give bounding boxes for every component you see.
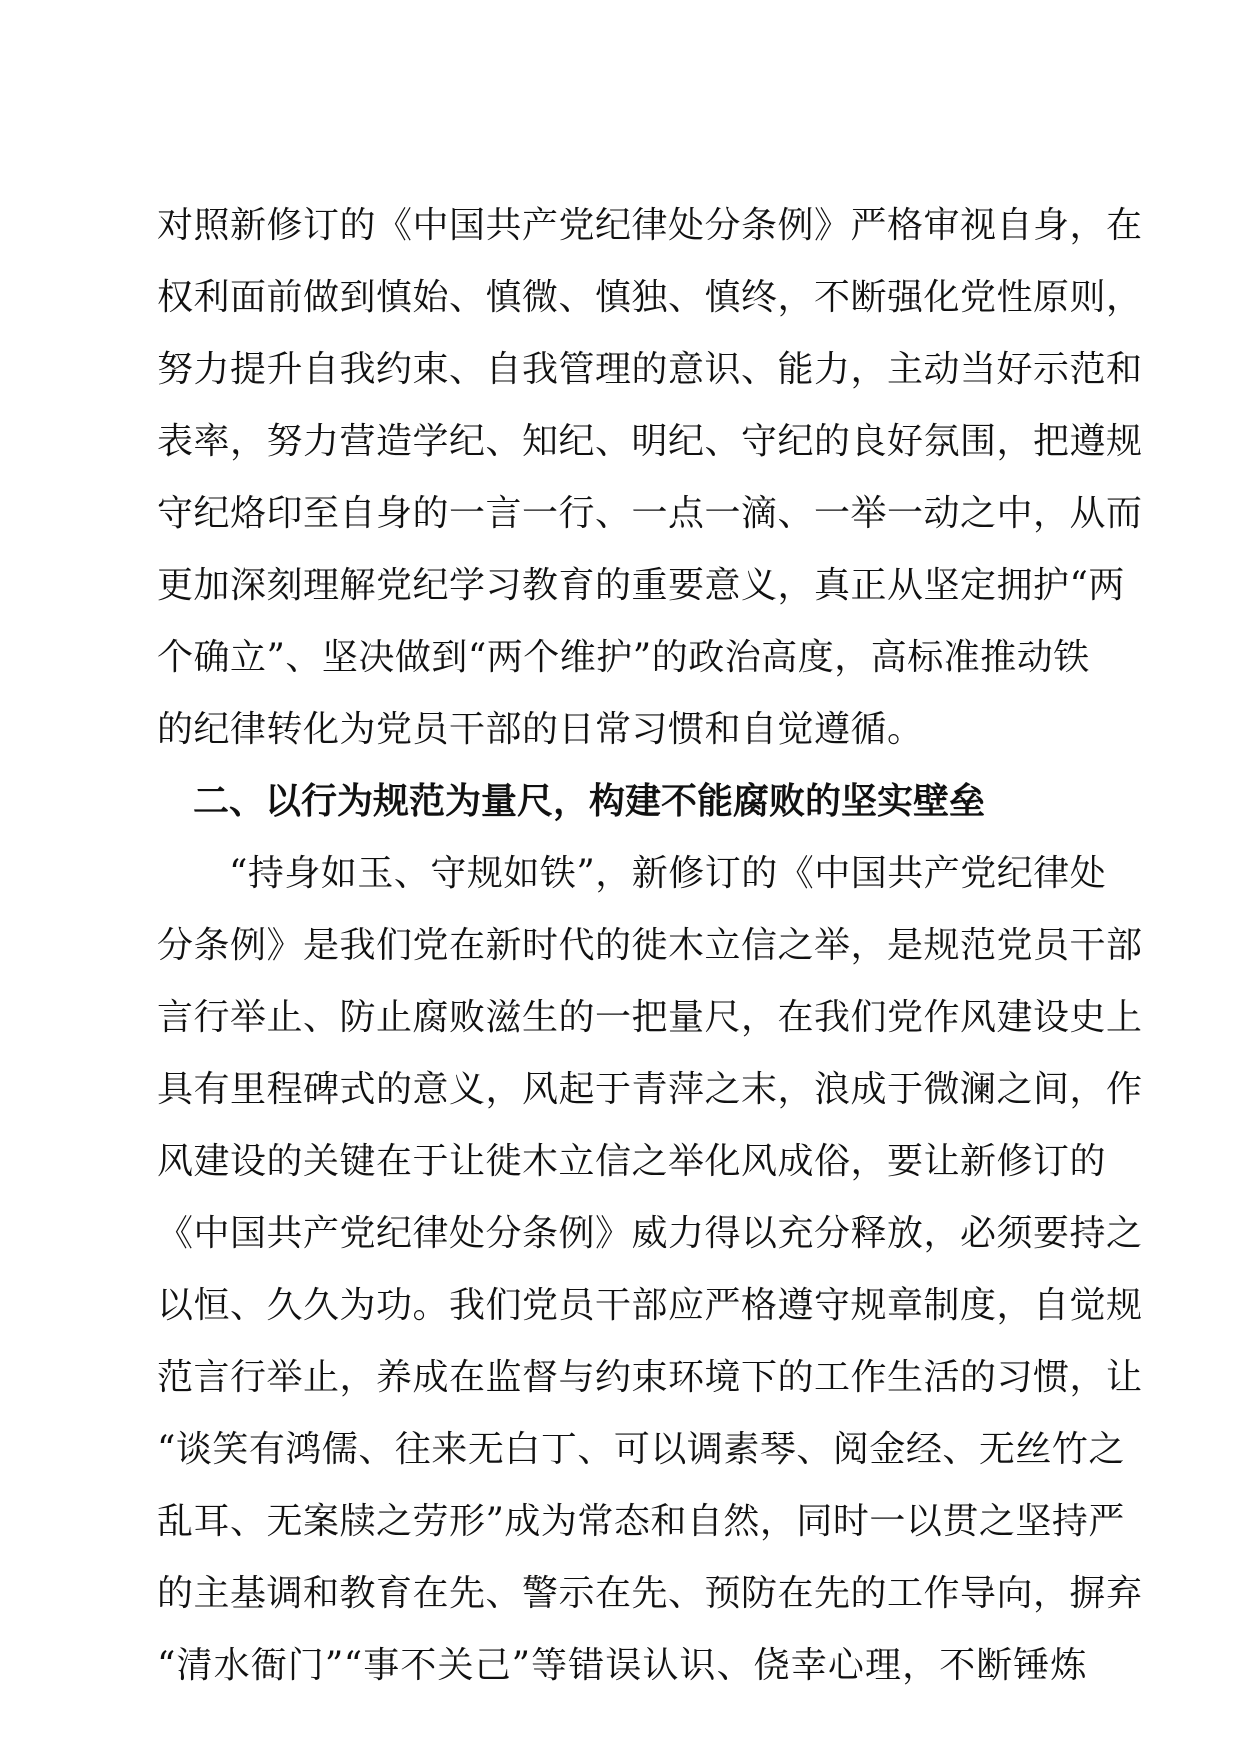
paragraph-1-line-6: 更加深刻理解党纪学习教育的重要意义，真正从坚定拥护“两 bbox=[157, 565, 1125, 606]
paragraph-1-line-3: 努力提升自我约束、自我管理的意识、能力，主动当好示范和 bbox=[157, 349, 1143, 390]
section-2-line-3: 言行举止、防止腐败滋生的一把量尺，在我们党作风建设史上 bbox=[157, 997, 1143, 1038]
paragraph-1-line-1: 对照新修订的《中国共产党纪律处分条例》严格审视自身，在 bbox=[157, 205, 1143, 246]
paragraph-1-line-2: 权利面前做到慎始、慎微、慎独、慎终，不断强化党性原则， bbox=[157, 277, 1143, 318]
paragraph-1-line-8: 的纪律转化为党员干部的日常习惯和自觉遵循。 bbox=[157, 709, 924, 750]
section-2-line-2: 分条例》是我们党在新时代的徙木立信之举，是规范党员干部 bbox=[157, 925, 1143, 966]
section-2-line-1: “持身如玉、守规如铁”，新修订的《中国共产党纪律处 bbox=[229, 853, 1107, 894]
section-2-line-6: 《中国共产党纪律处分条例》威力得以充分释放，必须要持之 bbox=[157, 1213, 1143, 1254]
paragraph-1-line-7: 个确立”、坚决做到“两个维护”的政治高度，高标准推动铁 bbox=[157, 637, 1090, 678]
section-2-line-7: 以恒、久久为功。我们党员干部应严格遵守规章制度，自觉规 bbox=[157, 1285, 1143, 1326]
paragraph-1-line-4: 表率，努力营造学纪、知纪、明纪、守纪的良好氛围，把遵规 bbox=[157, 421, 1143, 462]
section-2-line-8: 范言行举止，养成在监督与约束环境下的工作生活的习惯，让 bbox=[157, 1357, 1143, 1398]
section-2-line-11: 的主基调和教育在先、警示在先、预防在先的工作导向，摒弃 bbox=[157, 1573, 1143, 1614]
section-2-line-12: “清水衙门”“事不关己”等错误认识、侥幸心理，不断锤炼 bbox=[157, 1645, 1087, 1686]
paragraph-1-line-5: 守纪烙印至自身的一言一行、一点一滴、一举一动之中，从而 bbox=[157, 493, 1143, 534]
section-2-line-5: 风建设的关键在于让徙木立信之举化风成俗，要让新修订的 bbox=[157, 1141, 1107, 1182]
section-2-line-10: 乱耳、无案牍之劳形”成为常态和自然，同时一以贯之坚持严 bbox=[157, 1501, 1125, 1542]
section-2-line-9: “谈笑有鸿儒、往来无白丁、可以调素琴、阅金经、无丝竹之 bbox=[157, 1429, 1125, 1470]
section-2-line-4: 具有里程碑式的意义，风起于青萍之末，浪成于微澜之间，作 bbox=[157, 1069, 1143, 1110]
section-2-heading: 二、以行为规范为量尺，构建不能腐败的坚实壁垒 bbox=[193, 781, 986, 822]
document-body bbox=[157, 190, 1143, 1702]
